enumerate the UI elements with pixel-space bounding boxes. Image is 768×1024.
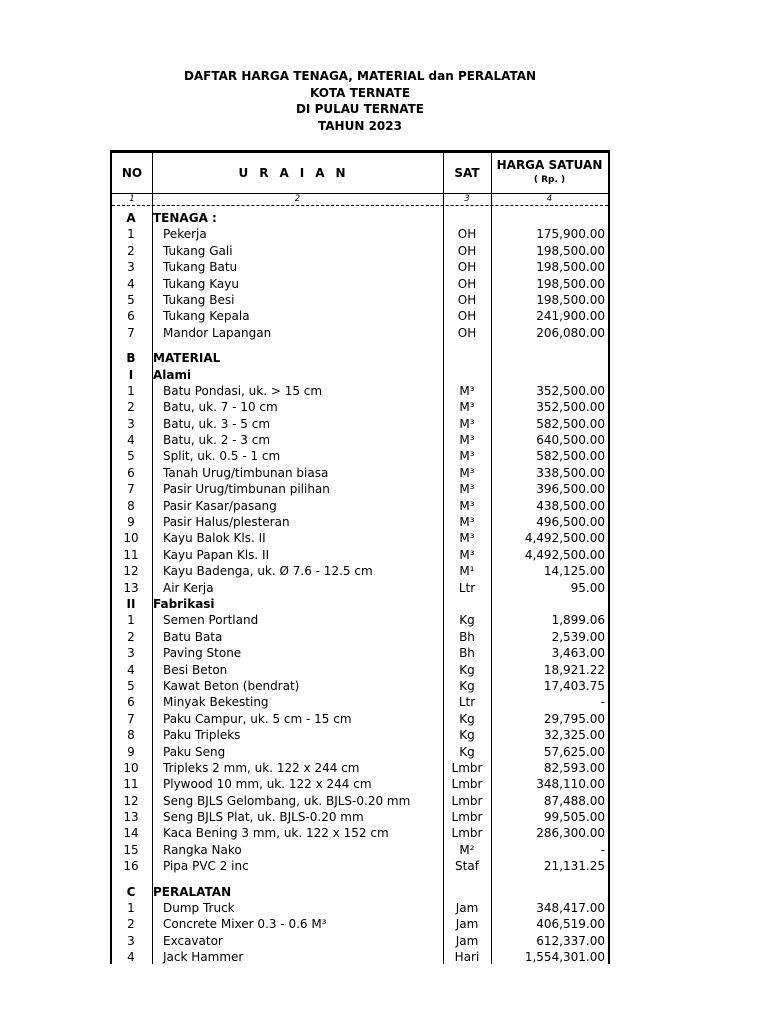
row-no: 14 <box>123 826 139 841</box>
row-no: 7 <box>127 482 135 497</box>
row-no: 1 <box>127 901 135 916</box>
header-harga-satuan <box>491 153 608 193</box>
row-no: 1 <box>127 227 135 242</box>
table-row <box>112 498 608 514</box>
row-no: 10 <box>123 760 139 775</box>
table-row <box>112 259 608 275</box>
section-row <box>112 367 608 383</box>
row-no: 11 <box>123 777 139 792</box>
row-uraian: Besi Beton <box>163 662 228 677</box>
document-title-block <box>110 68 610 134</box>
row-harga: 87,488.00 <box>543 793 605 808</box>
row-harga: 198,500.00 <box>536 260 605 275</box>
row-sat: Hari <box>454 950 480 965</box>
row-uraian: Alami <box>153 367 192 382</box>
row-sat: Lmbr <box>451 793 483 808</box>
spacer-row <box>112 875 608 884</box>
row-no: 3 <box>127 416 135 431</box>
row-no: 12 <box>123 793 139 808</box>
row-uraian: Paku Tripleks <box>163 728 241 743</box>
row-sat: M³ <box>459 482 475 497</box>
table-row <box>112 825 608 841</box>
column-number: 3 <box>464 194 470 204</box>
row-harga: 338,500.00 <box>536 465 605 480</box>
row-uraian: Tukang Besi <box>163 292 235 307</box>
row-uraian: PERALATAN <box>153 884 232 899</box>
row-no: 11 <box>123 547 139 562</box>
row-harga: 17,403.75 <box>543 678 605 693</box>
row-harga: 175,900.00 <box>536 227 605 242</box>
row-sat: M³ <box>459 416 475 431</box>
row-uraian: Tukang Kepala <box>163 309 250 324</box>
price-table <box>110 150 610 964</box>
row-harga: - <box>600 695 605 710</box>
row-harga: 198,500.00 <box>536 243 605 258</box>
header-no: NO <box>121 166 143 180</box>
row-uraian: Tukang Batu <box>163 260 238 275</box>
row-sat: Jam <box>455 933 479 948</box>
title-line-2: KOTA TERNATE <box>309 85 411 100</box>
row-harga: 82,593.00 <box>543 760 605 775</box>
row-uraian: Excavator <box>163 933 223 948</box>
row-sat: Lmbr <box>451 826 483 841</box>
row-harga: 95.00 <box>570 580 605 595</box>
row-no: 4 <box>127 433 135 448</box>
row-no: B <box>126 351 136 366</box>
table-row <box>112 760 608 776</box>
table-row <box>112 809 608 825</box>
row-uraian: Tanah Urug/timbunan biasa <box>163 465 329 480</box>
table-row <box>112 612 608 628</box>
row-sat: OH <box>457 309 477 324</box>
row-sat: Kg <box>459 728 475 743</box>
row-uraian: Paku Seng <box>163 744 226 759</box>
row-sat: M³ <box>459 515 475 530</box>
row-harga: 2,539.00 <box>551 629 605 644</box>
table-row <box>112 325 608 341</box>
header-harga-unit: ( Rp. ) <box>533 175 566 185</box>
row-uraian: Kayu Badenga, uk. Ø 7.6 - 12.5 cm <box>163 564 373 579</box>
row-no: 12 <box>123 564 139 579</box>
row-uraian: Pasir Halus/plesteran <box>163 515 290 530</box>
table-row <box>112 580 608 596</box>
table-row <box>112 662 608 678</box>
table-row <box>112 383 608 399</box>
row-harga: 406,519.00 <box>536 917 605 932</box>
row-sat: M³ <box>459 498 475 513</box>
header-sat: SAT <box>454 166 480 180</box>
table-row <box>112 514 608 530</box>
row-sat: OH <box>457 276 477 291</box>
row-uraian: Plywood 10 mm, uk. 122 x 244 cm <box>163 777 372 792</box>
row-no: 13 <box>123 580 139 595</box>
row-uraian: Pasir Kasar/pasang <box>163 498 277 513</box>
row-sat: Jam <box>455 917 479 932</box>
row-sat: Staf <box>455 859 479 874</box>
row-sat: Bh <box>459 646 475 661</box>
table-row <box>112 842 608 858</box>
row-harga: 21,131.25 <box>543 859 605 874</box>
row-no: 7 <box>127 325 135 340</box>
table-row <box>112 629 608 645</box>
table-row <box>112 694 608 710</box>
row-sat: Lmbr <box>451 777 483 792</box>
row-uraian: MATERIAL <box>153 351 221 366</box>
row-sat: OH <box>457 292 477 307</box>
table-row <box>112 432 608 448</box>
table-row <box>112 547 608 563</box>
table-row <box>112 858 608 874</box>
row-sat: Bh <box>459 629 475 644</box>
row-harga: 99,505.00 <box>543 810 605 825</box>
table-row <box>112 678 608 694</box>
row-uraian: Batu, uk. 2 - 3 cm <box>163 433 271 448</box>
table-row <box>112 563 608 579</box>
table-row <box>112 399 608 415</box>
row-harga: 3,463.00 <box>551 646 605 661</box>
row-harga: 57,625.00 <box>543 744 605 759</box>
row-harga: 352,500.00 <box>536 400 605 415</box>
row-no: 4 <box>127 276 135 291</box>
row-harga: 438,500.00 <box>536 498 605 513</box>
header-harga-label: HARGA SATUAN <box>496 158 603 172</box>
row-sat: Ltr <box>458 695 476 710</box>
row-sat: M¹ <box>459 564 475 579</box>
table-row <box>112 465 608 481</box>
row-harga: 1,899.06 <box>551 613 605 628</box>
row-no: 9 <box>127 515 135 530</box>
row-no: 7 <box>127 711 135 726</box>
section-row <box>112 210 608 226</box>
row-uraian: Paku Campur, uk. 5 cm - 15 cm <box>163 711 352 726</box>
column-number: 2 <box>294 194 301 204</box>
row-harga: 286,300.00 <box>536 826 605 841</box>
row-uraian: Seng BJLS Gelombang, uk. BJLS-0.20 mm <box>163 793 411 808</box>
row-harga: 206,080.00 <box>536 325 605 340</box>
row-sat: M³ <box>459 383 475 398</box>
row-uraian: Split, uk. 0.5 - 1 cm <box>163 449 281 464</box>
table-body <box>112 210 608 966</box>
row-no: 4 <box>127 950 135 965</box>
row-sat: M² <box>459 842 475 857</box>
row-uraian: Mandor Lapangan <box>163 325 272 340</box>
header-uraian: URAIAN <box>238 166 357 180</box>
row-harga: 348,417.00 <box>536 901 605 916</box>
row-no: C <box>126 884 136 899</box>
table-row <box>112 933 608 949</box>
row-no: 10 <box>123 531 139 546</box>
row-harga: 582,500.00 <box>536 416 605 431</box>
row-uraian: Tripleks 2 mm, uk. 122 x 244 cm <box>163 760 360 775</box>
row-uraian: Batu, uk. 3 - 5 cm <box>163 416 271 431</box>
column-number: 1 <box>129 194 135 204</box>
row-sat: OH <box>457 325 477 340</box>
row-uraian: Kayu Papan Kls. II <box>163 547 270 562</box>
column-number-row <box>112 193 608 206</box>
row-no: 6 <box>127 465 135 480</box>
row-sat: Lmbr <box>451 760 483 775</box>
row-harga: 352,500.00 <box>536 383 605 398</box>
row-no: 4 <box>127 662 135 677</box>
table-row <box>112 448 608 464</box>
row-sat: Kg <box>459 613 475 628</box>
row-uraian: Concrete Mixer 0.3 - 0.6 M³ <box>163 917 327 932</box>
title-line-3: DI PULAU TERNATE <box>295 102 425 116</box>
row-uraian: Dump Truck <box>163 901 235 916</box>
row-no: 6 <box>127 695 135 710</box>
table-row <box>112 711 608 727</box>
row-no: 2 <box>127 629 135 644</box>
table-row <box>112 744 608 760</box>
table-row <box>112 900 608 916</box>
row-harga: 640,500.00 <box>536 433 605 448</box>
row-harga: 198,500.00 <box>536 292 605 307</box>
table-row <box>112 793 608 809</box>
row-no: A <box>126 211 136 225</box>
row-no: 8 <box>127 728 135 743</box>
row-sat: Lmbr <box>451 810 483 825</box>
row-harga: 14,125.00 <box>543 564 605 579</box>
row-no: 3 <box>127 260 135 275</box>
table-row <box>112 645 608 661</box>
spacer-row <box>112 341 608 350</box>
row-sat: Kg <box>459 678 475 693</box>
section-row <box>112 884 608 900</box>
row-sat: M³ <box>459 449 475 464</box>
title-line-4: TAHUN 2023 <box>318 118 402 133</box>
table-row <box>112 226 608 242</box>
row-no: 2 <box>127 917 135 932</box>
row-uraian: Jack Hammer <box>163 950 244 965</box>
row-harga: 32,325.00 <box>543 728 605 743</box>
title-line-1: DAFTAR HARGA TENAGA, MATERIAL dan PERALATAN <box>183 69 537 83</box>
row-no: 2 <box>127 400 135 415</box>
row-uraian: Pasir Urug/timbunan pilihan <box>163 482 330 497</box>
column-number: 4 <box>546 194 553 204</box>
row-uraian: Paving Stone <box>163 646 242 661</box>
row-harga: 198,500.00 <box>536 276 605 291</box>
row-uraian: Tukang Kayu <box>163 276 239 291</box>
row-harga: 18,921.22 <box>543 662 605 677</box>
row-harga: 612,337.00 <box>536 933 605 948</box>
row-uraian: Rangka Nako <box>163 842 242 857</box>
row-no: 3 <box>127 646 135 661</box>
row-no: 8 <box>127 498 135 513</box>
row-no: 1 <box>127 383 135 398</box>
row-uraian: Seng BJLS Plat, uk. BJLS-0.20 mm <box>163 810 364 825</box>
row-harga: - <box>600 842 605 857</box>
row-no: 13 <box>123 810 139 825</box>
row-uraian: TENAGA : <box>153 211 217 225</box>
row-no: 5 <box>127 449 135 464</box>
row-sat: OH <box>457 260 477 275</box>
row-sat: Ltr <box>458 580 476 595</box>
row-harga: 496,500.00 <box>536 515 605 530</box>
row-no: II <box>126 596 136 611</box>
table-row <box>112 243 608 259</box>
section-row <box>112 350 608 366</box>
row-harga: 1,554,301.00 <box>524 950 605 965</box>
row-uraian: Kawat Beton (bendrat) <box>163 678 300 693</box>
table-header <box>112 153 608 194</box>
table-row <box>112 416 608 432</box>
row-sat: Kg <box>459 662 475 677</box>
row-harga: 396,500.00 <box>536 482 605 497</box>
table-row <box>112 308 608 324</box>
table-row <box>112 481 608 497</box>
row-no: I <box>128 367 134 382</box>
table-row <box>112 530 608 546</box>
row-harga: 4,492,500.00 <box>524 547 605 562</box>
row-no: 9 <box>127 744 135 759</box>
row-uraian: Batu Bata <box>163 629 223 644</box>
row-uraian: Air Kerja <box>163 580 214 595</box>
row-sat: M³ <box>459 465 475 480</box>
row-harga: 582,500.00 <box>536 449 605 464</box>
row-no: 2 <box>127 243 135 258</box>
row-no: 6 <box>127 309 135 324</box>
table-row <box>112 276 608 292</box>
row-uraian: Kaca Bening 3 mm, uk. 122 x 152 cm <box>163 826 389 841</box>
table-row <box>112 776 608 792</box>
row-no: 5 <box>127 292 135 307</box>
row-uraian: Pekerja <box>163 227 207 242</box>
row-uraian: Kayu Balok Kls. II <box>163 531 266 546</box>
table-row <box>112 949 608 965</box>
row-sat: OH <box>457 243 477 258</box>
row-harga: 29,795.00 <box>543 711 605 726</box>
row-sat: Jam <box>455 901 479 916</box>
row-sat: Kg <box>459 711 475 726</box>
section-row <box>112 596 608 612</box>
row-sat: M³ <box>459 433 475 448</box>
row-sat: Kg <box>459 744 475 759</box>
row-uraian: Tukang Gali <box>163 243 233 258</box>
row-sat: M³ <box>459 400 475 415</box>
row-harga: 348,110.00 <box>536 777 605 792</box>
row-harga: 4,492,500.00 <box>524 531 605 546</box>
row-uraian: Pipa PVC 2 inc <box>163 859 249 874</box>
row-harga: 241,900.00 <box>536 309 605 324</box>
row-uraian: Semen Portland <box>163 613 259 628</box>
row-uraian: Batu, uk. 7 - 10 cm <box>163 400 278 415</box>
row-uraian: Minyak Bekesting <box>163 695 269 710</box>
row-no: 1 <box>127 613 135 628</box>
row-uraian: Batu Pondasi, uk. > 15 cm <box>163 383 323 398</box>
table-row <box>112 727 608 743</box>
row-no: 16 <box>123 859 139 874</box>
row-no: 3 <box>127 933 135 948</box>
row-uraian: Fabrikasi <box>153 596 215 611</box>
table-row <box>112 292 608 308</box>
table-row <box>112 916 608 932</box>
row-sat: M³ <box>459 547 475 562</box>
row-no: 15 <box>123 842 139 857</box>
row-no: 5 <box>127 678 135 693</box>
row-sat: M³ <box>459 531 475 546</box>
row-sat: OH <box>457 227 477 242</box>
